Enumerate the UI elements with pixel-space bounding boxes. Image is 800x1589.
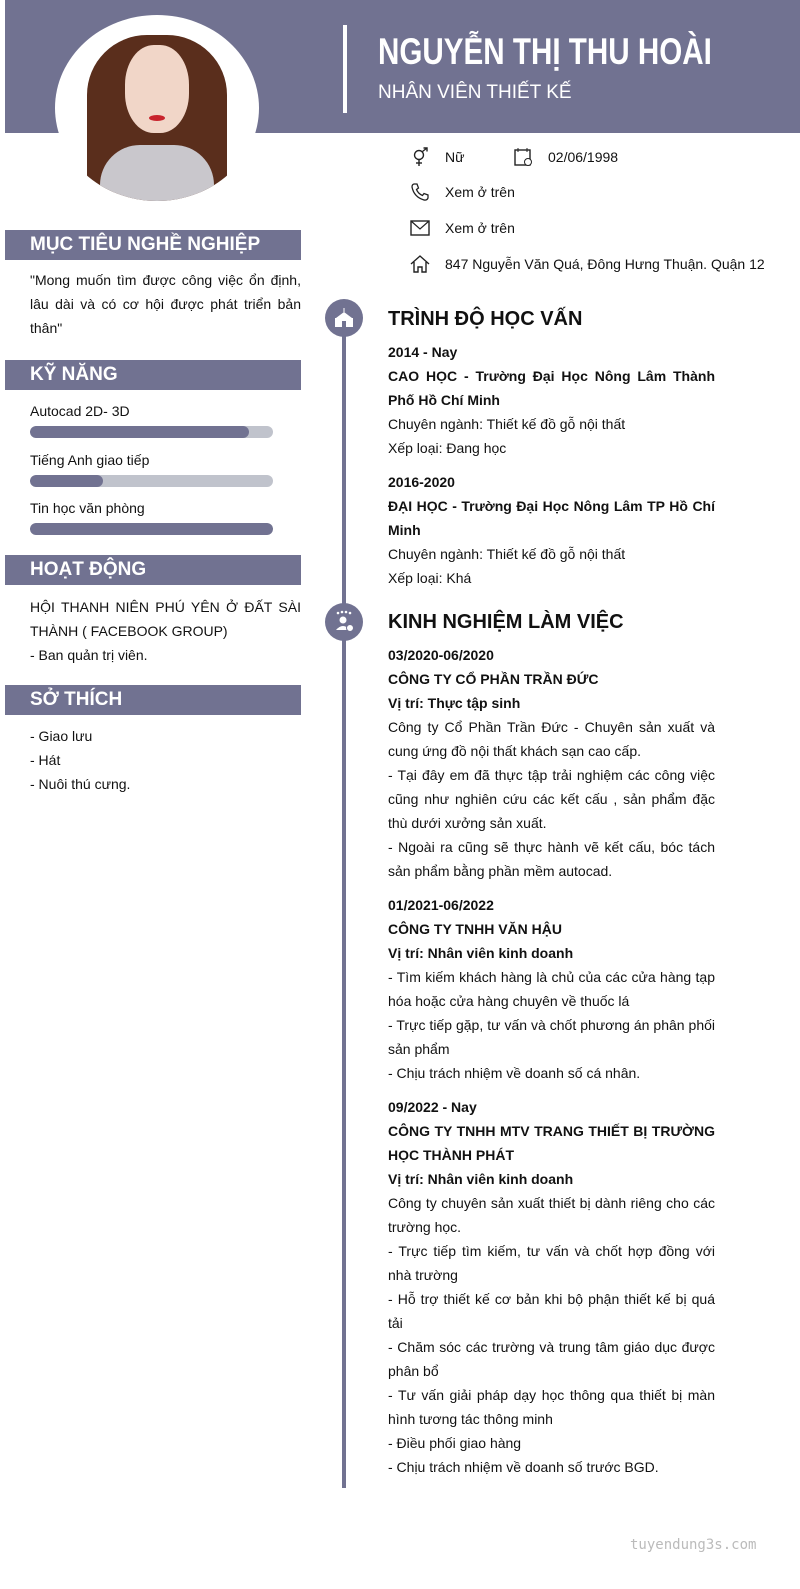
exp-position: Vị trí: Thực tập sinh — [388, 695, 521, 711]
activities-heading: HOẠT ĐỘNG — [5, 555, 301, 585]
skill-bar-fill — [30, 426, 249, 438]
activity-line: HỘI THANH NIÊN PHÚ YÊN Ở ĐẤT SÀI THÀNH ( FACEBOOK GROUP) — [30, 599, 301, 639]
education-heading: TRÌNH ĐỘ HỌC VẤN — [388, 308, 583, 330]
contact-address — [409, 253, 765, 275]
hobby-item: - Nuôi thú cưng. — [30, 776, 131, 792]
phone-value: Xem ở trên — [445, 184, 515, 200]
hobby-item: - Giao lưu — [30, 728, 93, 744]
address-value: 847 Nguyễn Văn Quá, Đông Hưng Thuận. Quận 12 — [445, 256, 765, 272]
contact-phone — [409, 181, 515, 203]
experience-item — [388, 643, 715, 883]
objective-text: "Mong muốn tìm được công việc ổn định, lâu dài và có cơ hội được phát triển bản thân" — [30, 272, 301, 336]
edu-school: CAO HỌC - Trường Đại Học Nông Lâm Thành Phố Hồ Chí Minh — [388, 368, 715, 408]
experience-item — [388, 1095, 715, 1479]
exp-line: - Ngoài ra cũng sẽ thực hành vẽ kết cấu, bóc tách sản phẩm bằng phần mềm autocad. — [388, 839, 715, 879]
team-icon — [325, 603, 363, 641]
candidate-name: NGUYỄN THỊ THU HOÀI — [378, 31, 712, 72]
skills-heading: KỸ NĂNG — [5, 360, 301, 390]
contact-dob — [512, 146, 618, 168]
hobby-item: - Hát — [30, 752, 61, 768]
skill-label: Autocad 2D- 3D — [30, 403, 130, 419]
watermark: tuyendung3s.com — [630, 1537, 757, 1553]
header-divider — [343, 25, 347, 113]
contact-gender — [409, 146, 464, 168]
education-list — [388, 340, 715, 590]
exp-line: - Chịu trách nhiệm về doanh số cá nhân. — [388, 1065, 641, 1081]
skill-label: Tin học văn phòng — [30, 500, 145, 516]
gender-value: Nữ — [445, 149, 465, 165]
exp-line: - Điều phối giao hàng — [388, 1435, 522, 1451]
education-item — [388, 470, 715, 590]
edu-period: 2016-2020 — [388, 474, 455, 490]
contact-email — [409, 217, 515, 239]
dob-value: 02/06/1998 — [548, 149, 619, 165]
experience-item — [388, 893, 715, 1085]
exp-period: 03/2020-06/2020 — [388, 647, 494, 663]
exp-line: - Tại đây em đã thực tập trải nghiệm các công việc cũng như nghiên cứu các kết cấu , sản phẩm đặc thù dưới xưởng sản xuất. — [388, 767, 715, 831]
experience-heading: KINH NGHIỆM LÀM VIỆC — [388, 611, 624, 633]
exp-line: - Trực tiếp tìm kiếm, tư vấn và chốt hợp đồng với nhà trường — [388, 1243, 715, 1283]
edu-major: Chuyên ngành: Thiết kế đồ gỗ nội thất — [388, 546, 626, 562]
exp-company: CÔNG TY CỔ PHẦN TRẦN ĐỨC — [388, 671, 599, 687]
timeline-line — [342, 320, 346, 1488]
edu-grade: Xếp loại: Khá — [388, 570, 472, 586]
email-value: Xem ở trên — [445, 220, 515, 236]
edu-period: 2014 - Nay — [388, 344, 458, 360]
exp-line: - Trực tiếp gặp, tư vấn và chốt phương án phân phối sản phẩm — [388, 1017, 715, 1057]
exp-line: Công ty Cổ Phần Trần Đức - Chuyên sản xuất và cung ứng đồ nội thất khách sạn cao cấp. — [388, 719, 715, 759]
hobbies-list — [30, 724, 301, 796]
exp-line: Công ty chuyên sản xuất thiết bị dành riêng cho các trường học. — [388, 1195, 715, 1235]
exp-company: CÔNG TY TNHH MTV TRANG THIẾT BỊ TRƯỜNG HỌC THÀNH PHÁT — [388, 1123, 715, 1163]
exp-line: - Tìm kiếm khách hàng là chủ của các cửa hàng tạp hóa hoặc cửa hàng chuyên về thuốc lá — [388, 969, 715, 1009]
gender-icon — [409, 146, 431, 168]
calendar-icon — [512, 146, 534, 168]
exp-position: Vị trí: Nhân viên kinh doanh — [388, 945, 574, 961]
exp-position: Vị trí: Nhân viên kinh doanh — [388, 1171, 574, 1187]
skill-label: Tiếng Anh giao tiếp — [30, 452, 150, 468]
exp-period: 09/2022 - Nay — [388, 1099, 477, 1115]
envelope-icon — [409, 217, 431, 239]
skill-bar — [30, 475, 273, 487]
profile-photo — [55, 15, 259, 201]
edu-major: Chuyên ngành: Thiết kế đồ gỗ nội thất — [388, 416, 626, 432]
objective-heading: MỤC TIÊU NGHỀ NGHIỆP — [5, 230, 301, 260]
school-icon — [325, 299, 363, 337]
exp-period: 01/2021-06/2022 — [388, 897, 494, 913]
skill-bar — [30, 426, 273, 438]
exp-line: - Chịu trách nhiệm về doanh số trước BGD. — [388, 1459, 659, 1475]
job-title: NHÂN VIÊN THIẾT KẾ — [378, 82, 572, 103]
hobbies-heading: SỞ THÍCH — [5, 685, 301, 715]
activity-line: - Ban quản trị viên. — [30, 647, 148, 663]
home-icon — [409, 253, 431, 275]
skill-bar — [30, 523, 273, 535]
exp-line: - Tư vấn giải pháp dạy học thông qua thiết bị màn hình tương tác thông minh — [388, 1387, 715, 1427]
experience-list — [388, 643, 715, 1479]
skill-bar-fill — [30, 475, 103, 487]
exp-company: CÔNG TY TNHH VĂN HẬU — [388, 921, 562, 937]
skill-bar-fill — [30, 523, 273, 535]
edu-school: ĐẠI HỌC - Trường Đại Học Nông Lâm TP Hồ Chí Minh — [388, 498, 715, 538]
exp-line: - Hỗ trợ thiết kế cơ bản khi bộ phận thiết kế bị quá tải — [388, 1291, 715, 1331]
phone-icon — [409, 181, 431, 203]
education-item — [388, 340, 715, 460]
activities-list — [30, 595, 301, 667]
edu-grade: Xếp loại: Đang học — [388, 440, 507, 456]
exp-line: - Chăm sóc các trường và trung tâm giáo dục được phân bổ — [388, 1339, 715, 1379]
